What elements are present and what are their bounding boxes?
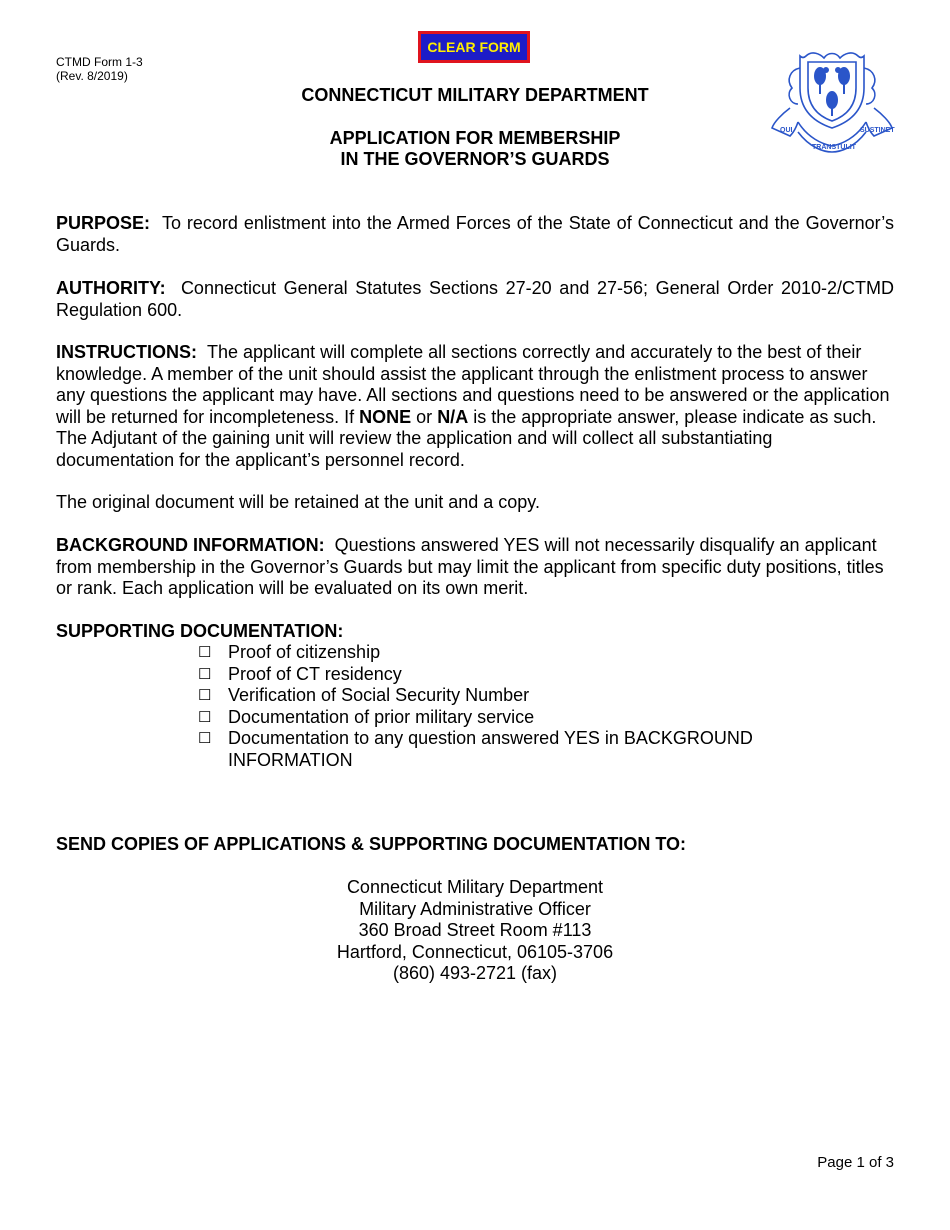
checkbox-icon[interactable]: ☐	[198, 665, 212, 683]
purpose-section	[56, 213, 894, 256]
instructions-none: NONE	[359, 406, 412, 427]
authority-text: Connecticut General Statutes Sections 27-20 and 27-56; General Order 2010-2/CTMD Regulation 600.	[56, 278, 894, 320]
authority-section	[56, 278, 894, 321]
list-item-label: Documentation of prior military service	[228, 706, 535, 727]
background-text: Questions answered YES will not necessarily disqualify an applicant from membership in the Governor’s Guards but may limit the applicant from specific duty positions, titles or rank. Each application will be evaluated on its own merit.	[56, 535, 884, 598]
checkbox-icon[interactable]: ☐	[198, 708, 212, 726]
instructions-text-1: The applicant will complete all sections correctly and accurately to the best of their knowledge. A member of the unit should assist the applicant through the enlistment process to answer any questions the applicant may have. All sections and questions need to be answered or the application will be returned for incompleteness. If	[56, 342, 890, 427]
list-item-label: Documentation to any question answered YES in BACKGROUND INFORMATION	[228, 728, 753, 770]
form-title-line-1: APPLICATION FOR MEMBERSHIP	[329, 128, 621, 148]
purpose-label: PURPOSE:	[56, 213, 151, 233]
address-line: 360 Broad Street Room #113	[358, 920, 592, 940]
form-title-line-2: IN THE GOVERNOR’S GUARDS	[340, 149, 610, 169]
address-line: Connecticut Military Department	[346, 877, 604, 897]
checkbox-icon[interactable]: ☐	[198, 687, 212, 704]
list-item	[198, 664, 838, 686]
list-item	[198, 707, 838, 729]
list-item-label: Proof of CT residency	[228, 663, 402, 684]
address-line: Hartford, Connecticut, 06105-3706	[336, 941, 614, 962]
checkbox-icon[interactable]: ☐	[198, 644, 212, 661]
seal-motto-3: SUSTINET	[860, 127, 895, 134]
list-item-label: Verification of Social Security Number	[228, 685, 530, 705]
background-label: BACKGROUND INFORMATION:	[56, 535, 325, 555]
list-item	[198, 642, 838, 664]
checkbox-icon[interactable]: ☐	[198, 730, 212, 747]
instructions-or: or	[411, 406, 438, 427]
purpose-text: To record enlistment into the Armed Forces of the State of Connecticut and the Governor’s Guards.	[56, 213, 894, 255]
background-section	[56, 535, 894, 600]
form-title	[0, 128, 950, 170]
page-number: Page 1 of 3	[817, 1154, 894, 1171]
form-number: CTMD Form 1-3	[56, 55, 143, 69]
supporting-documentation-heading: SUPPORTING DOCUMENTATION:	[56, 621, 344, 641]
supporting-documentation-list	[198, 642, 838, 771]
instructions-na: N/A	[437, 406, 469, 427]
instructions-text-2: is the appropriate answer, please indicate as such. The Adjutant of the gaining unit will review the application and will collect all substantiating documentation for the applicant’s personnel record.	[56, 406, 877, 470]
instructions-section	[56, 342, 894, 471]
list-item	[198, 728, 838, 771]
authority-label: AUTHORITY:	[56, 278, 166, 298]
form-identifier	[56, 55, 143, 83]
instructions-label: INSTRUCTIONS:	[56, 342, 197, 362]
address-line: Military Administrative Officer	[359, 898, 591, 919]
send-to-heading: SEND COPIES OF APPLICATIONS & SUPPORTING DOCUMENTATION TO:	[56, 834, 687, 854]
original-document-note: The original document will be retained at the unit and a copy.	[56, 492, 540, 512]
clear-form-button[interactable]: CLEAR FORM	[418, 31, 530, 63]
mailing-address	[0, 877, 950, 985]
form-revision: (Rev. 8/2019)	[56, 69, 128, 83]
list-item	[198, 685, 838, 707]
address-line: (860) 493-2721 (fax)	[392, 963, 558, 983]
seal-motto-2: TRANSTULIT	[812, 144, 856, 151]
agency-name: CONNECTICUT MILITARY DEPARTMENT	[301, 85, 649, 105]
seal-motto-1: QUI	[780, 127, 793, 134]
list-item-label: Proof of citizenship	[228, 642, 381, 662]
